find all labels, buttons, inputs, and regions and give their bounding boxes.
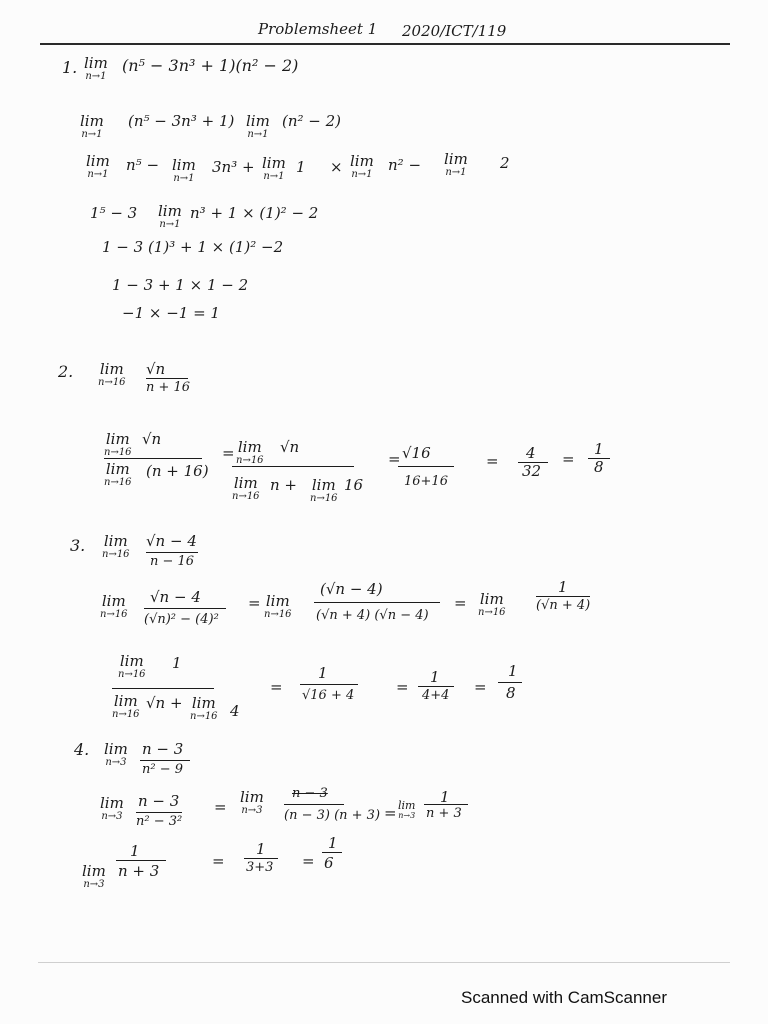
p4-r1-bar	[244, 858, 278, 859]
p3-eq-2: =	[454, 594, 467, 612]
p4-numerator: n − 3	[142, 740, 184, 758]
p1-l3-term-e: n² −	[388, 156, 422, 174]
p4-l2c-den: n + 3	[426, 806, 462, 821]
p1-l3-limit-b: lim n→1	[172, 156, 196, 184]
lim-subscript: n→1	[85, 71, 107, 82]
p1-l3-term-c: 1	[296, 158, 306, 176]
problem-1-number: 1.	[62, 58, 78, 77]
p4-r2-bar	[322, 852, 342, 853]
p1-l4-limit: lim n→1	[158, 202, 182, 230]
p3-fraction-bar	[146, 552, 198, 553]
p4-l2b-bar	[284, 804, 344, 805]
p3-l2b-den: (√n + 4) (√n − 4)	[316, 608, 429, 623]
p2-l2b-den-limit-b: lim n→16	[310, 476, 338, 504]
p3-r3-den: 8	[506, 684, 516, 702]
p3-l3-den-b: 4	[230, 702, 240, 720]
p3-eq-3: =	[270, 678, 283, 696]
p4-r2-den: 6	[324, 854, 334, 872]
p3-r3-bar	[498, 682, 522, 683]
p1-limit	[84, 56, 108, 82]
problem-3-number: 3.	[70, 536, 86, 555]
lim-word: lim	[84, 54, 108, 72]
p1-l2-limit-b: lim n→1	[246, 112, 270, 140]
p3-r2-num: 1	[430, 668, 440, 686]
p2-l2b-den-n: n +	[270, 476, 297, 494]
p3-l2b-limit: lim n→16	[264, 592, 292, 620]
p1-l2-expr-b: (n² − 2)	[282, 112, 342, 130]
p3-l3-den-limit-a: lim n→16	[112, 692, 140, 720]
p4-l3-bar	[116, 860, 166, 861]
p2-numerator: √n	[146, 360, 166, 378]
p3-l3-bar	[112, 688, 214, 689]
paper-edge	[38, 962, 730, 963]
p3-l2-bar	[144, 608, 226, 609]
p2-r2-den: 32	[522, 462, 542, 480]
p1-l6: 1 − 3 + 1 × 1 − 2	[112, 276, 249, 294]
p3-l2c-den: (√n + 4)	[536, 598, 591, 613]
p3-eq-1: =	[248, 594, 261, 612]
p2-fraction-bar	[146, 378, 188, 379]
p4-l3-den: n + 3	[118, 862, 160, 880]
p3-l2c-bar	[536, 596, 590, 597]
p2-l2b-num-limit: lim n→16	[236, 438, 264, 466]
p3-l3-den-limit-b: lim n→16	[190, 694, 218, 722]
p1-l3-term-f: 2	[500, 154, 510, 172]
p4-r1-num: 1	[256, 840, 266, 858]
p4-l2-bar	[136, 812, 182, 813]
p1-l3-term-b: 3n³ +	[212, 158, 255, 176]
p4-l2b-limit: lim n→3	[240, 788, 264, 816]
p2-l2-num-limit: lim n→16	[104, 430, 132, 458]
p4-l3-limit: lim n→3	[82, 862, 106, 890]
p2-l2-num-expr: √n	[142, 430, 162, 448]
p2-r2-num: 4	[526, 444, 536, 462]
p1-l3-limit-e: lim n→1	[444, 150, 468, 178]
p2-eq-4: =	[562, 450, 575, 468]
p3-l2b-num: (√n − 4)	[320, 580, 383, 598]
p3-l2-num: √n − 4	[150, 588, 201, 606]
p4-l2-limit: lim n→3	[100, 794, 124, 822]
p4-l2-num: n − 3	[138, 792, 180, 810]
p4-eq-3: =	[212, 852, 225, 870]
p1-l4-b: n³ + 1 × (1)² − 2	[190, 204, 319, 222]
p2-l2-den-limit: lim n→16	[104, 460, 132, 488]
sheet-title: Problemsheet 1	[258, 20, 378, 38]
p1-l3-limit-a: lim n→1	[86, 152, 110, 180]
p2-eq-3: =	[486, 452, 499, 470]
problem-2-number: 2.	[58, 362, 74, 381]
p3-eq-5: =	[474, 678, 487, 696]
p2-r1-bar	[398, 466, 454, 467]
p2-denominator: n + 16	[146, 380, 191, 395]
p2-eq-1: =	[222, 444, 235, 462]
p3-r1-den: √16 + 4	[302, 688, 355, 703]
p4-l2b-num: n − 3	[292, 786, 328, 801]
p4-l2-den: n² − 3²	[136, 814, 183, 829]
p4-r1-den: 3+3	[246, 860, 274, 875]
problem-4-number: 4.	[74, 740, 90, 759]
p4-l2c-limit: lim n→3	[398, 799, 416, 820]
p3-r3-num: 1	[508, 662, 518, 680]
scanner-watermark: Scanned with CamScanner	[461, 988, 668, 1007]
p3-l2-den: (√n)² − (4)²	[144, 612, 219, 627]
p1-l3-limit-c: lim n→1	[262, 154, 286, 182]
p2-l2b-fraction-bar	[232, 466, 354, 467]
p2-l2-fraction-bar	[104, 458, 202, 459]
p4-l2c-bar	[424, 804, 468, 805]
p3-denominator: n − 16	[150, 554, 195, 569]
p4-denominator: n² − 9	[142, 762, 184, 777]
p2-r1-num: √16	[402, 444, 431, 462]
p4-eq-4: =	[302, 852, 315, 870]
p2-l2-den-expr: (n + 16)	[146, 462, 209, 480]
p3-r2-den: 4+4	[422, 688, 450, 703]
p4-r2-num: 1	[328, 834, 338, 852]
p4-l3-num: 1	[130, 842, 140, 860]
p4-l2b-den: (n − 3) (n + 3)	[284, 808, 381, 823]
p2-r3-den: 8	[594, 458, 604, 476]
header-rule	[40, 43, 730, 45]
p2-r3-num: 1	[594, 440, 604, 458]
p4-fraction-bar	[140, 760, 190, 761]
p2-r1-den: 16+16	[404, 474, 448, 489]
p3-eq-4: =	[396, 678, 409, 696]
p3-l2c-num: 1	[558, 578, 568, 596]
p1-l3-limit-d: lim n→1	[350, 152, 374, 180]
p1-l4-a: 1⁵ − 3	[90, 204, 138, 222]
p3-l3-den-a: √n +	[146, 694, 183, 712]
p3-l2-limit: lim n→16	[100, 592, 128, 620]
p2-l2b-num-expr: √n	[280, 438, 300, 456]
p1-l7: −1 × −1 = 1	[122, 304, 220, 322]
p4-limit: lim n→3	[104, 740, 128, 768]
p3-limit: lim n→16	[102, 532, 130, 560]
p1-l3-times: ×	[330, 158, 343, 176]
p2-limit: lim n→16	[98, 360, 126, 388]
p4-l2c-num: 1	[440, 788, 450, 806]
p2-l2b-den-limit-a: lim n→16	[232, 474, 260, 502]
p4-eq-2: =	[384, 804, 397, 822]
p3-numerator: √n − 4	[146, 532, 197, 550]
p4-eq-1: =	[214, 798, 227, 816]
p3-l2c-limit: lim n→16	[478, 590, 506, 618]
p1-l2-limit-a: lim n→1	[80, 112, 104, 140]
p3-r2-bar	[418, 686, 454, 687]
p3-l3-num-limit: lim n→16	[118, 652, 146, 680]
p2-eq-2: =	[388, 450, 401, 468]
p3-r1-bar	[300, 684, 358, 685]
student-id: 2020/ICT/119	[402, 22, 507, 40]
p3-l2b-bar	[314, 602, 440, 603]
p1-l5: 1 − 3 (1)³ + 1 × (1)² −2	[102, 238, 284, 256]
p1-l3-term-a: n⁵ −	[126, 156, 160, 174]
p1-expression: (n⁵ − 3n³ + 1)(n² − 2)	[122, 56, 299, 75]
p3-r1-num: 1	[318, 664, 328, 682]
p3-l3-num: 1	[172, 654, 182, 672]
p1-l2-expr-a: (n⁵ − 3n³ + 1)	[128, 112, 235, 130]
p2-l2b-den-16: 16	[344, 476, 364, 494]
